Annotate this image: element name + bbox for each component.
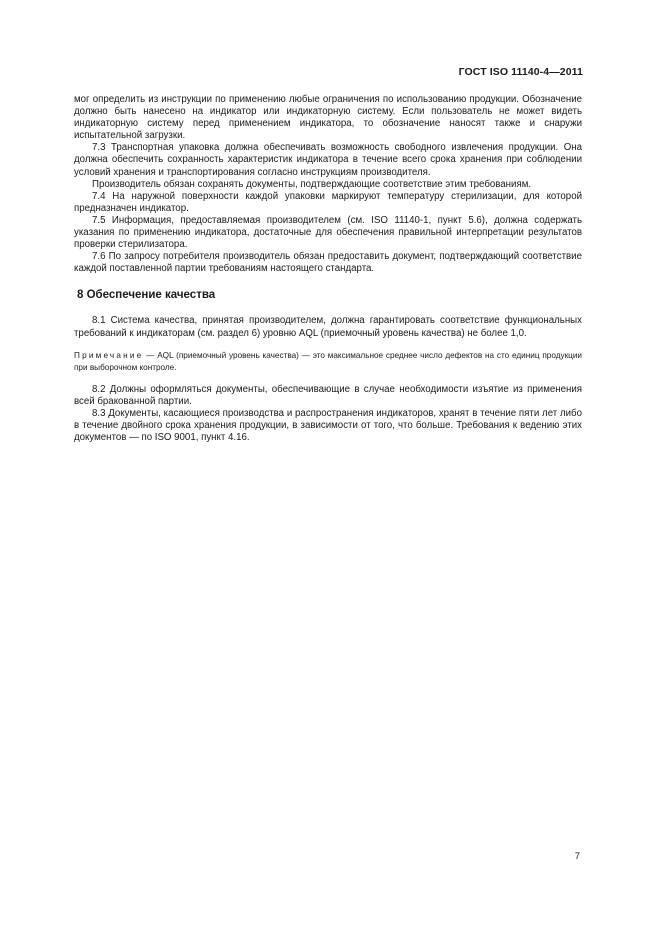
page-content — [74, 94, 582, 444]
paragraph-continuation: мог определить из инструкции по применению любые ограничения по использованию продукции. Обозначение должно быть нанесено на индикатор или индикаторную систему. Если пользователь не может видеть индикаторную систему перед применением индикатора, то обозначение наносят также и снаружи испытательной загрузки. — [74, 94, 582, 142]
paragraph-8-2: 8.2 Должны оформляться документы, обеспечивающие в случае необходимости изъятие из применения всей бракованной партии. — [74, 383, 582, 407]
note-label: Примечание — [74, 350, 144, 360]
paragraph-7-3: 7.3 Транспортная упаковка должна обеспечивать возможность свободного извлечения продукции. Она должна обеспечить сохранность характеристик индикатора в течение всего срока хранения при соблюдении условий хранения и транспортирования согласно инструкциям производителя. — [74, 142, 582, 178]
paragraph-7-5: 7.5 Информация, предоставляемая производителем (см. ISO 11140-1, пункт 5.6), должна содержать указания по применению индикатора, достаточные для обеспечения правильной интерпретации результатов проверки стерилизатора. — [74, 214, 582, 251]
paragraph-7-6: 7.6 По запросу потребителя производитель обязан предоставить документ, подтверждающий соответствие каждой поставленной партии требованиям настоящего стандарта. — [74, 251, 582, 275]
note — [74, 350, 582, 374]
paragraph-8-1: 8.1 Система качества, принятая производителем, должна гарантировать соответствие функциональных требований к индикаторам (см. раздел 6) уровню AQL (приемочный уровень качества) не более 1,0. — [74, 315, 582, 339]
document-code-header: ГОСТ ISO 11140-4—2011 — [458, 66, 583, 78]
paragraph-8-3: 8.3 Документы, касающиеся производства и распространения индикаторов, хранят в течение пяти лет либо в течение двойного срока хранения продукции, в зависимости от того, что больше. Требования к ведению этих документов — по ISO 9001, пункт 4.16. — [74, 407, 582, 443]
paragraph-7-4: 7.4 На наружной поверхности каждой упаковки маркируют температуру стерилизации, для которой предназначен индикатор. — [74, 190, 582, 214]
note-text: — AQL (приемочный уровень качества) — это максимальное среднее число дефектов на сто единиц продукции при выборочном контроле. — [74, 350, 582, 372]
section-8-heading: 8 Обеспечение качества — [77, 289, 216, 302]
paragraph-7-3-records: Производитель обязан сохранять документы, подтверждающие соответствие этим требованиям. — [92, 178, 532, 190]
page-number: 7 — [574, 851, 580, 862]
